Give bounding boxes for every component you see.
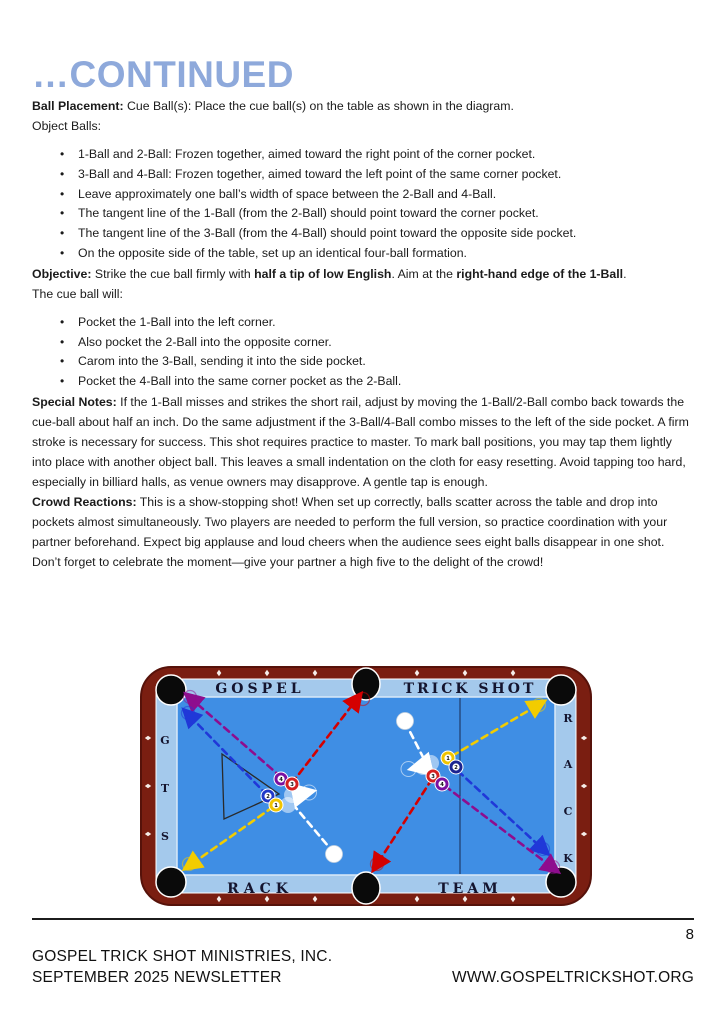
- ball-number: 2: [266, 793, 270, 800]
- left-rail-letter-g: G: [160, 734, 170, 747]
- pocket-top-left: [156, 675, 186, 705]
- list-item: • Pocket the 4-Ball into the same corner pocket as the 2-Ball.: [32, 372, 694, 392]
- pocket-bottom-left: [156, 867, 186, 897]
- objective-paragraph: [32, 264, 694, 284]
- ball-placement-label: Ball Placement:: [32, 99, 124, 113]
- ball-number: 1: [274, 802, 278, 809]
- left-rail-letter-s: S: [161, 830, 169, 843]
- list-item: • Carom into the 3-Ball, sending it into the side pocket.: [32, 352, 694, 372]
- right-rail-letter-r: R: [563, 712, 573, 725]
- table-cloth: [177, 697, 555, 875]
- ball-placement-text: Cue Ball(s): Place the cue ball(s) on the table as shown in the diagram.: [123, 99, 514, 113]
- list-item: • Leave approximately one ball’s width of space between the 2-Ball and 4-Ball.: [32, 185, 694, 205]
- rail-word-trick-shot: TRICK SHOT: [403, 681, 537, 697]
- pocket-top-right: [546, 675, 576, 705]
- pocket-bottom-middle: [352, 872, 380, 904]
- ball-number: 2: [454, 764, 458, 771]
- list-item: • Also pocket the 2-Ball into the opposite corner.: [32, 333, 694, 353]
- ball-1-left: [269, 798, 283, 812]
- ball-number: 3: [431, 773, 435, 780]
- right-rail-letter-c: C: [563, 805, 573, 818]
- list-item: • On the opposite side of the table, set up an identical four-ball formation.: [32, 244, 694, 264]
- ball-4-right: [435, 777, 449, 791]
- object-balls-heading: Object Balls:: [32, 119, 102, 133]
- list-item: • 1-Ball and 2-Ball: Frozen together, aimed toward the right point of the corner pocket.: [32, 145, 694, 165]
- cue-ball-list: [32, 313, 694, 392]
- rail-word-gospel: GOSPEL: [215, 681, 305, 697]
- objective-text: .: [623, 266, 627, 281]
- footer-divider: [32, 918, 694, 920]
- ball-2-right: [449, 760, 463, 774]
- rail-word-team: TEAM: [438, 881, 502, 897]
- special-notes-text: If the 1-Ball misses and strikes the short rail, adjust by moving the 1-Ball/2-Ball combo back towards the cue-ball about half an inch. Do the same adjustment if the 3-Ball/4-Ball combo misses to the left of the side pocket. A firm stroke is necessary for success. This shot requires practice to master. To mark ball positions, you may tap them lightly into place with another object ball. This leaves a small indentation on the cloth for easy resetting. Avoid tapping too hard, especially in billiard halls, as venue owners may disapprove. A gentle tap is enough.: [32, 394, 689, 489]
- crowd-reactions-label: Crowd Reactions:: [32, 494, 137, 509]
- object-balls-list: [32, 145, 694, 264]
- ball-number: 3: [290, 781, 294, 788]
- page-number: 8: [685, 926, 694, 943]
- pocket-top-middle: [352, 668, 380, 700]
- list-item: • 3-Ball and 4-Ball: Frozen together, aimed toward the left point of the same corner pocket.: [32, 165, 694, 185]
- crowd-reactions-paragraph: [32, 492, 694, 572]
- right-rail-letter-k: K: [563, 852, 573, 865]
- pool-table-diagram: [140, 666, 592, 906]
- cue-ball-heading: The cue ball will:: [32, 286, 123, 301]
- list-item: • The tangent line of the 1-Ball (from the 2-Ball) should point toward the corner pocket.: [32, 204, 694, 224]
- ball-number: 4: [440, 781, 444, 788]
- cue-ball-right: [397, 713, 414, 730]
- pocket-bottom-right: [546, 867, 576, 897]
- ball-number: 1: [446, 755, 450, 762]
- page-footer: [32, 918, 694, 988]
- crowd-reactions-text: This is a show-stopping shot! When set up correctly, balls scatter across the table and drop into pockets almost simultaneously. Two players are needed to perform the full version, so practice coordination with your partner beforehand. Expect big applause and loud cheers when the audience sees eight balls disappear in one shot. Don’t forget to celebrate the moment—give your partner a high five to the delight of the crowd!: [32, 494, 668, 569]
- objective-label: Objective:: [32, 266, 92, 281]
- special-notes-label: Special Notes:: [32, 394, 117, 409]
- list-item: • Pocket the 1-Ball into the left corner.: [32, 313, 694, 333]
- footer-issue: SEPTEMBER 2025 NEWSLETTER: [32, 968, 282, 986]
- objective-bold-1: half a tip of low English: [254, 266, 392, 281]
- right-rail-letter-a: A: [563, 758, 573, 771]
- rail-word-rack: RACK: [227, 881, 293, 897]
- page-title: …CONTINUED: [32, 54, 294, 95]
- ball-number: 4: [279, 776, 283, 783]
- objective-bold-2: right-hand edge of the 1-Ball: [456, 266, 624, 281]
- left-rail-letter-t: T: [160, 782, 170, 795]
- pool-table-svg: [140, 666, 592, 906]
- cue-ball-left: [326, 846, 343, 863]
- special-notes-paragraph: [32, 392, 694, 492]
- ball-placement-paragraph: [32, 96, 694, 116]
- footer-org: GOSPEL TRICK SHOT MINISTRIES, INC.: [32, 948, 333, 965]
- list-item: • The tangent line of the 3-Ball (from the 4-Ball) should point toward the opposite side pocket.: [32, 224, 694, 244]
- footer-website: WWW.GOSPELTRICKSHOT.ORG: [452, 968, 694, 986]
- ball-3-left: [285, 777, 299, 791]
- objective-text: . Aim at the: [391, 266, 457, 281]
- objective-text: Strike the cue ball firmly with: [91, 266, 255, 281]
